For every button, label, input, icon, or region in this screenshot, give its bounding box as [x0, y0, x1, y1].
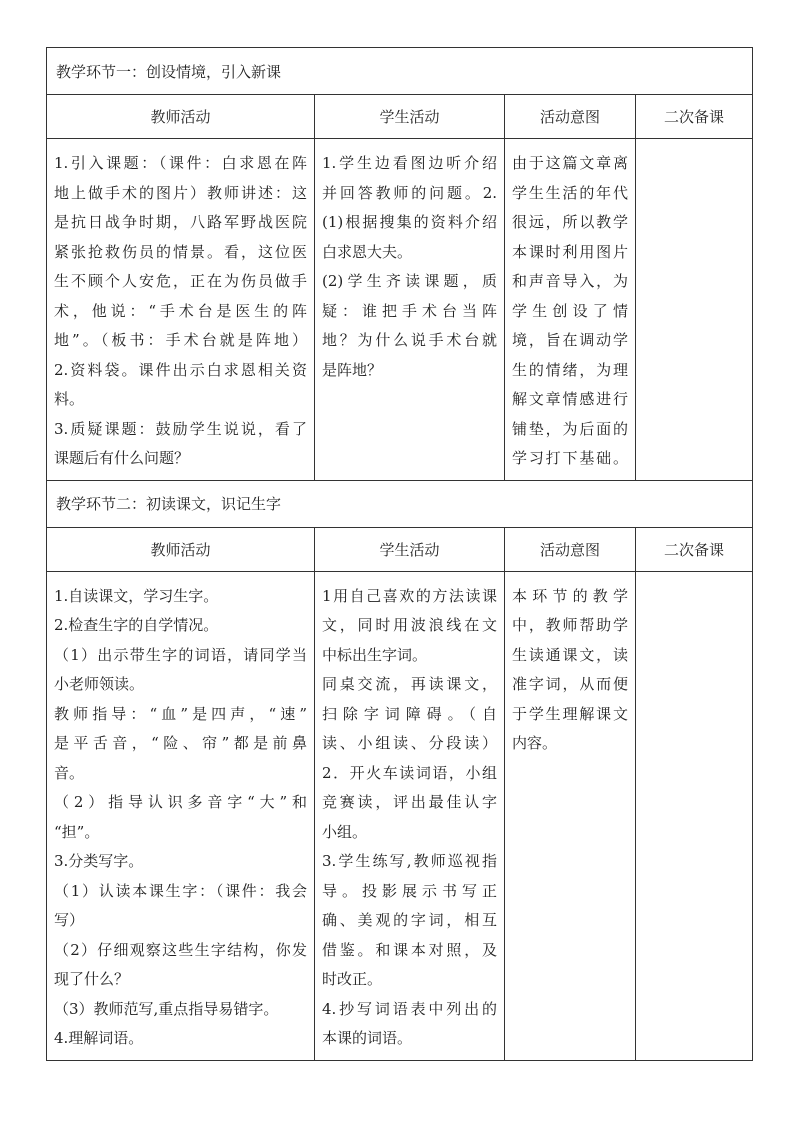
section-2-title-row: [47, 480, 753, 527]
section-1-second-cell: [636, 139, 753, 481]
section-2-header-row: [47, 527, 753, 571]
text-line: 小老师领读。: [54, 675, 145, 693]
section-2-body-row: [47, 571, 753, 1060]
text-line: 1用自己喜欢的方法读课: [322, 586, 497, 605]
section-1-title: 教学环节一：创设情境，引入新课: [47, 48, 753, 95]
text-line: 是平舌音，“险、帘”都是前鼻: [54, 734, 307, 752]
text-line: 2.检查生字的自学情况。: [54, 616, 219, 634]
text-line: 课题后有什么问题？: [54, 449, 190, 467]
text-line: 解文章情感进行: [512, 390, 628, 408]
text-line: 内容。: [512, 734, 558, 752]
text-line: 1.自读课文，学习生字。: [54, 586, 219, 605]
text-line: 文，同时用波浪线在文: [322, 616, 497, 634]
header-teacher-activity: 教师活动: [47, 527, 315, 571]
section-1-intent-cell: [505, 139, 636, 481]
text-line: 生的情绪，为理: [512, 360, 628, 379]
text-line: 2．开火车读词语，小组: [322, 763, 497, 782]
text-line: 扫除字词障碍。（自: [322, 704, 497, 723]
text-line: 于学生理解课文: [512, 704, 628, 723]
text-line: 术，他说：“手术台是医生的阵: [54, 301, 307, 320]
text-line: 很远，所以教学: [512, 213, 628, 231]
text-line: 准字词，从而便: [512, 675, 628, 693]
text-line: “担”。: [54, 822, 100, 841]
text-line: 是抗日战争时期，八路军野战医院: [54, 213, 307, 231]
section-1-student-cell: [315, 139, 505, 481]
text-line: 生不顾个人安危，正在为伤员做手: [54, 272, 307, 290]
section-2-student-cell: [315, 571, 505, 1060]
text-line: 料。: [54, 390, 85, 408]
text-line: 本课的词语。: [322, 1029, 413, 1047]
text-line: 借鉴。和课本对照，及: [322, 940, 497, 959]
header-activity-intent: 活动意图: [505, 95, 636, 139]
text-line: 地上做手术的图片）教师讲述：这: [54, 183, 307, 202]
text-line: (1)根据搜集的资料介绍: [322, 213, 497, 231]
text-line: （2）指导认识多音字“大”和: [54, 793, 307, 811]
section-2-intent-cell: [505, 571, 636, 1060]
section-2-teacher-cell: [47, 571, 315, 1060]
header-second-preparation: 二次备课: [636, 527, 753, 571]
section-1-body-row: [47, 139, 753, 481]
text-line: 2.资料袋。课件出示白求恩相关资: [54, 360, 307, 379]
text-line: 写）: [54, 911, 85, 929]
header-activity-intent: 活动意图: [505, 527, 636, 571]
text-line: 本课时利用图片: [512, 242, 628, 261]
text-line: 和声音导入，为: [512, 272, 628, 290]
text-line: 4.理解词语。: [54, 1029, 144, 1047]
text-line: 白求恩大夫。: [322, 242, 413, 261]
text-line: 学生生活的年代: [512, 183, 628, 202]
lesson-plan-table: [46, 47, 753, 1061]
text-line: 生读通课文，读: [512, 645, 628, 664]
text-line: 地？为什么说手术台就: [322, 331, 497, 349]
text-line: 教师指导：“血”是四声，“速”: [54, 704, 307, 723]
text-line: 铺垫，为后面的: [512, 419, 628, 438]
text-line: 1.引入课题：（课件：白求恩在阵: [54, 154, 307, 172]
text-line: 学生创设了情: [512, 301, 628, 320]
text-line: （3）教师范写,重点指导易错字。: [54, 999, 279, 1018]
text-line: 疑：谁把手术台当阵: [322, 301, 497, 320]
text-line: 紧张抢救伤员的情景。看，这位医: [54, 242, 307, 261]
section-1-header-row: [47, 95, 753, 139]
text-line: 3.学生练写,教师巡视指: [322, 852, 497, 870]
text-line: 地”。（板书：手术台就是阵地）: [54, 331, 307, 349]
text-line: （2）仔细观察这些生字结构，你发: [54, 940, 307, 959]
text-line: 学习打下基础。: [512, 449, 628, 467]
text-line: 3.质疑课题：鼓励学生说说，看了: [54, 419, 307, 438]
text-line: （1）认读本课生字：（课件：我会: [54, 881, 307, 900]
text-line: 1.学生边看图边听介绍: [322, 154, 497, 172]
text-line: 现了什么？: [54, 970, 130, 988]
text-line: 并回答教师的问题。2.: [322, 183, 497, 202]
text-line: 确、美观的字词，相互: [322, 911, 497, 929]
header-teacher-activity: 教师活动: [47, 95, 315, 139]
text-line: 境，旨在调动学: [512, 331, 628, 349]
header-student-activity: 学生活动: [315, 527, 505, 571]
text-line: 本环节的教学: [512, 586, 628, 605]
text-line: (2)学生齐读课题，质: [322, 272, 497, 290]
header-second-preparation: 二次备课: [636, 95, 753, 139]
text-line: 小组。: [322, 822, 368, 841]
text-line: 时改正。: [322, 970, 383, 988]
text-line: 是阵地？: [322, 360, 383, 379]
text-line: 同桌交流，再读课文，: [322, 675, 497, 693]
section-1-teacher-cell: [47, 139, 315, 481]
text-line: 中标出生字词。: [322, 645, 428, 664]
text-line: 3.分类写字。: [54, 852, 144, 870]
text-line: 竞赛读，评出最佳认字: [322, 793, 497, 811]
text-line: （1）出示带生字的词语，请同学当: [54, 645, 307, 664]
text-line: 音。: [54, 763, 85, 782]
section-2-title: 教学环节二：初读课文，识记生字: [47, 480, 753, 527]
text-line: 读、小组读、分段读）: [322, 734, 497, 752]
section-2-second-cell: [636, 571, 753, 1060]
text-line: 4.抄写词语表中列出的: [322, 999, 497, 1018]
text-line: 中，教师帮助学: [512, 616, 628, 634]
section-1-title-row: [47, 48, 753, 95]
text-line: 由于这篇文章离: [512, 154, 628, 172]
text-line: 导。投影展示书写正: [322, 881, 497, 900]
header-student-activity: 学生活动: [315, 95, 505, 139]
